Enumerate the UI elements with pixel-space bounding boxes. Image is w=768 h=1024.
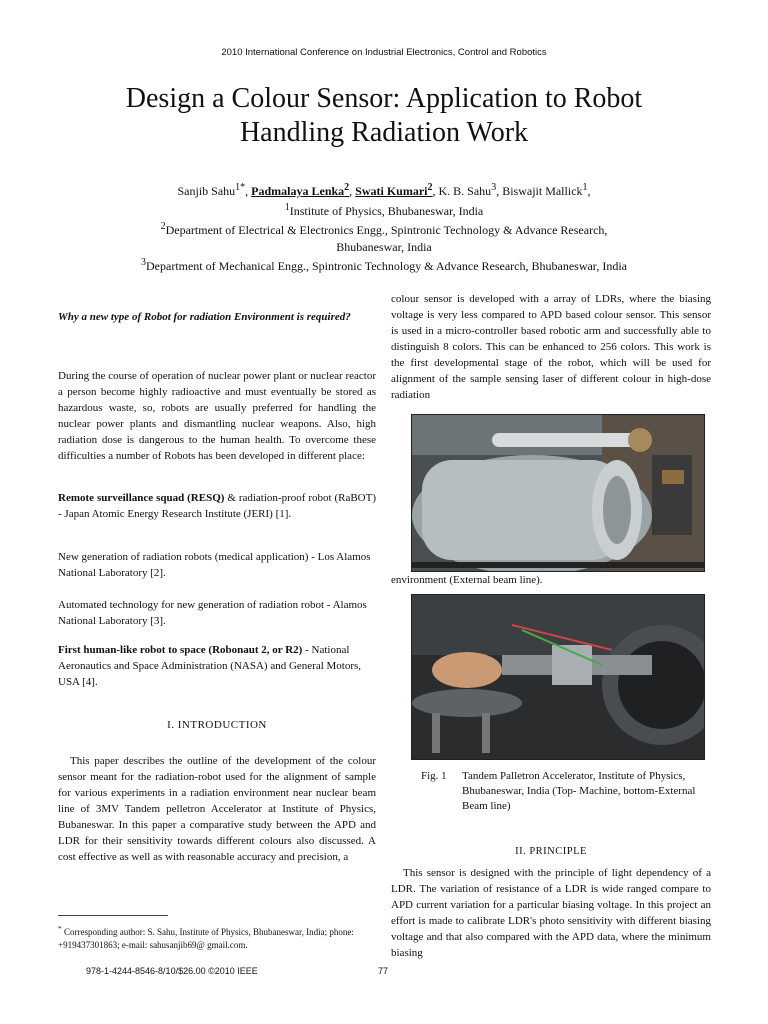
affiliation-3	[60, 255, 708, 275]
robot-item-2: New generation of radiation robots (medical application) - Los Alamos National Laboratory [2].	[58, 551, 371, 579]
robot-item-4-name: First human-like robot to space (Robonaut 2, or R2)	[58, 644, 303, 656]
robot-item-1-name: Remote surveillance squad (RESQ)	[58, 492, 225, 504]
right-paragraph-1-end: environment (External beam line).	[391, 574, 543, 586]
robot-item-4-desc: - National Aeronautics and Space Administration (NASA) and General Motors, USA [4].	[58, 644, 362, 688]
aff-text: Department of Electrical & Electronics Engg., Spintronic Technology & Advance Research,	[165, 223, 608, 237]
section-heading-principle: II. PRINCIPLE	[515, 846, 587, 857]
affiliation-2-line-2: Bhubaneswar, India	[336, 239, 432, 254]
footnote-text: Corresponding author: S. Sahu, Institute of Physics, Bhubaneswar, India; phone: +919437301863; e-mail: sahusanjib69@ gmail.com.	[58, 927, 354, 950]
external-beam-line-illustration	[412, 595, 704, 759]
footnote	[58, 922, 376, 952]
author-list: Sanjib Sahu$^{1*}$, Padmalaya Lenka$^2$, Swati Kumari$^2$, K. B. Sahu$^3$, Biswajit Mallick$^1$,	[177, 182, 591, 198]
footer-page-number: 77	[378, 966, 389, 976]
conference-header: 2010 International Conference on Industrial Electronics, Control and Robotics	[221, 47, 547, 58]
figure-caption: Tandem Palletron Accelerator, Institute of Physics, Bhubaneswar, India (Top- Machine, bottom-External Beam line)	[462, 770, 696, 812]
aff-text: Department of Mechanical Engg., Spintronic Technology & Advance Research, Bhubaneswar, India	[146, 259, 627, 273]
principle-paragraph: This sensor is designed with the principle of light dependency of a LDR. The variation of resistance of a LDR is wide ranged compare to APD current variation for a particular biasing voltage. In this project an effort is made to calibrate LDR's photo sensitivity with different biasing voltage and that also compared with the APD data, where the minimum biasing	[391, 867, 711, 959]
robot-item-1-desc: & radiation-proof robot (RaBOT) - Japan Atomic Energy Research Institute (JERI) [1].	[58, 492, 376, 520]
accelerator-machine-illustration	[412, 415, 704, 571]
author-name: K. B. Sahu	[438, 184, 492, 198]
title-line-2: Handling Radiation Work	[239, 117, 529, 148]
right-paragraph-1: colour sensor is developed with a array of LDRs, where the biasing voltage is very less compared to APD based colour sensor. This sensor is used in a micro-controller based robotic arm and successfully able to distinguish 8 colors. This can be enhanced to 256 colors. This work is the first developmental stage of the robot, which will be used for alignment of the sample sensing laser of different colour in high-dose radiation	[391, 293, 711, 401]
question-heading: Why a new type of Robot for radiation Environment is required?	[58, 311, 351, 323]
intro-paragraph: During the course of operation of nuclear power plant or nuclear reactor a person become highly radioactive and must eventually be stored as hazardous waste, so, robots are usually preferred for handling the nuclear power plants and dismantling nuclear weapons. Also, high radiation dose is dangerous to the human health. To overcome these difficulties a number of Robots has been developed in different place:	[58, 370, 376, 462]
figure-accelerator-machine	[411, 414, 705, 572]
author-sup: 1*	[235, 182, 246, 193]
figure-external-beam-line	[411, 594, 705, 760]
author-sup: 3	[491, 182, 497, 193]
section-heading-introduction: I. INTRODUCTION	[167, 719, 267, 731]
author-sup: 1	[582, 182, 588, 193]
footer-isbn: 978-1-4244-8546-8/10/$26.00 ©2010 IEEE	[86, 966, 258, 976]
aff-sup: 3	[141, 257, 146, 268]
figure-label: Fig. 1	[421, 770, 447, 782]
author-name: Sanjib Sahu	[177, 184, 236, 198]
paper-title	[60, 82, 708, 150]
robot-item-4	[58, 642, 376, 690]
footnote-mark: *	[58, 924, 62, 933]
aff-sup: 2	[160, 221, 166, 232]
author-sup: 2	[427, 182, 433, 193]
introduction-paragraph: This paper describes the outline of the development of the colour sensor meant for the radiation-robot used for the alignment of sample for various experiments in a radiation environment near nuclear beam line of 3MV Tandem pelletron Accelerator at Institute of Physics, Bubaneswar. In this paper a comparative study between the APD and LDR for their sensitivity towards different colours also discussed. A cost effective as well as with reasonable accuracy and precision, a	[58, 755, 376, 863]
author-sup: 2	[344, 182, 350, 193]
robot-item-3: Automated technology for new generation of radiation robot - Alamos National Laboratory [3].	[58, 599, 367, 627]
footnote-rule	[58, 915, 168, 916]
aff-text: Institute of Physics, Bhubaneswar, India	[289, 203, 484, 218]
affiliation-1	[60, 200, 708, 220]
title-line-1: Design a Colour Sensor: Application to Robot	[125, 83, 643, 114]
robot-item-1	[58, 490, 376, 522]
author-name: Padmalaya Lenka	[251, 184, 345, 198]
aff-sup: 1	[284, 201, 290, 213]
affiliation-2	[60, 219, 708, 239]
author-block	[60, 180, 708, 275]
author-name: Biswajit Mallick	[502, 184, 583, 198]
author-name: Swati Kumari	[355, 184, 428, 198]
